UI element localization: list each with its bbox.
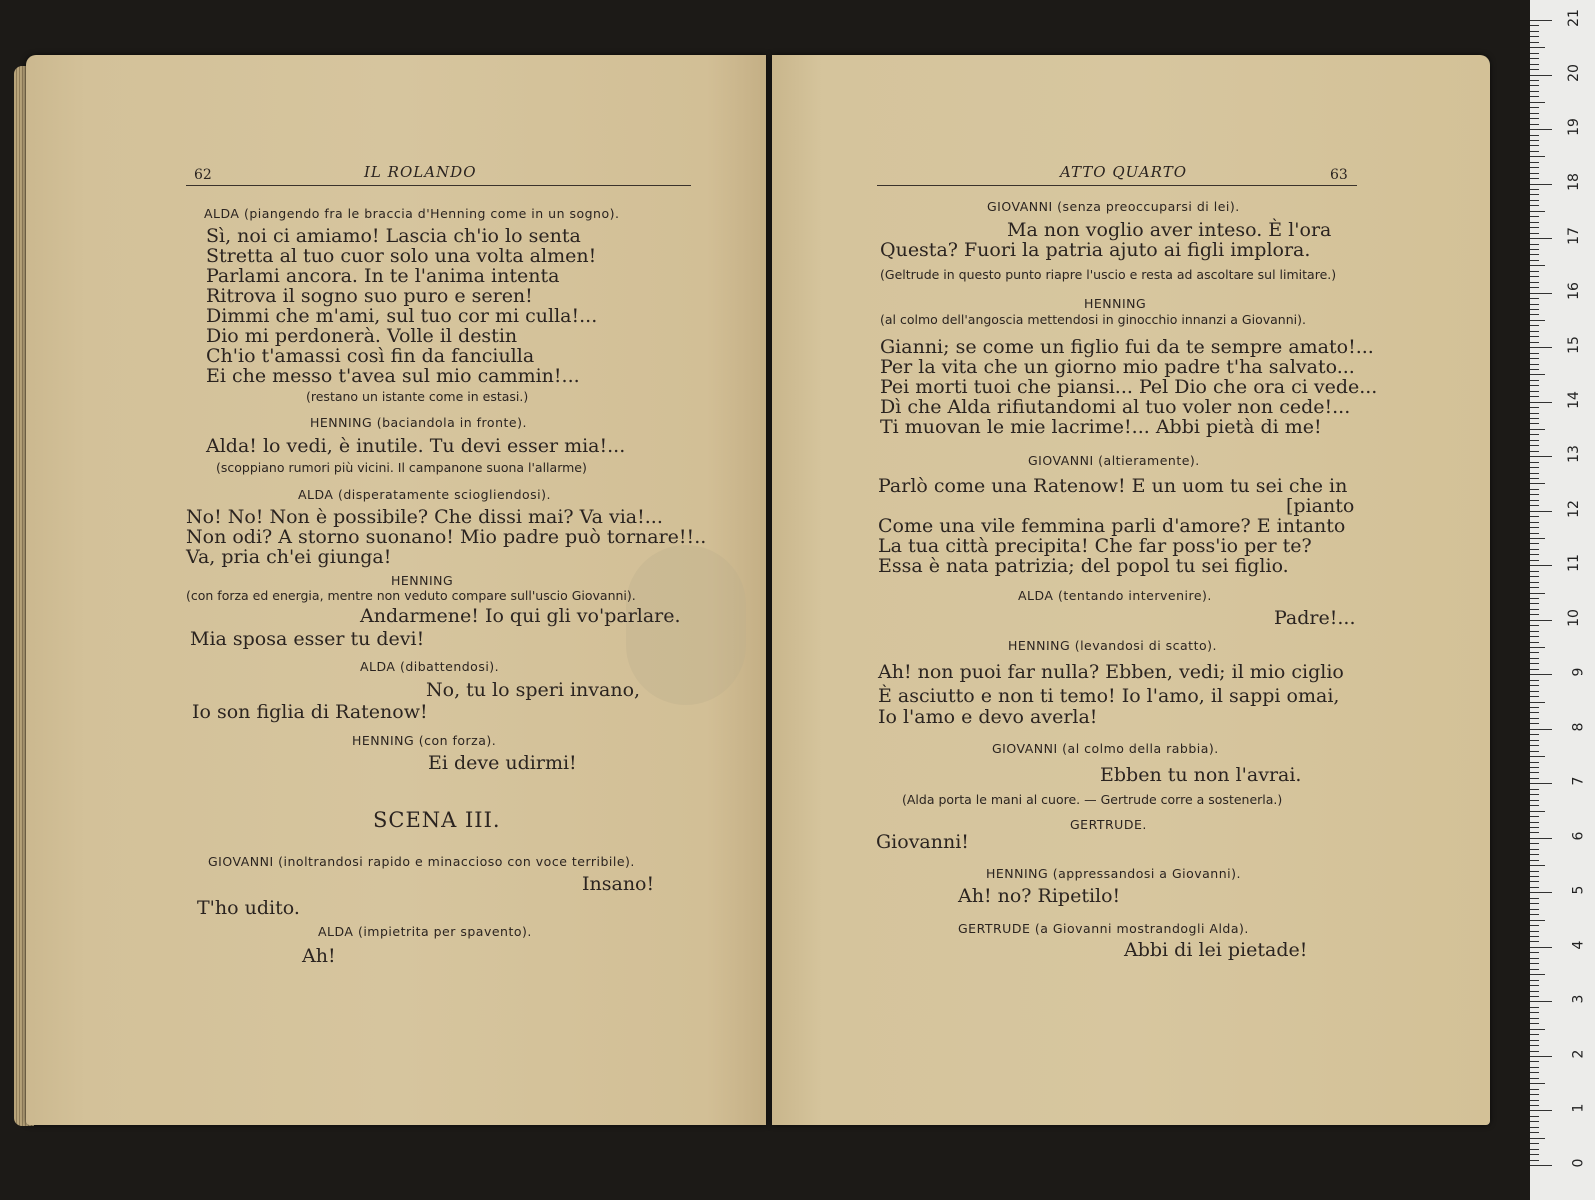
verse-line: Questa? Fuori la patria ajuto ai figli implora. [880,239,1311,261]
speaker-line: ALDA (disperatamente sciogliendosi). [298,487,551,502]
verse-line: Ritrova il sogno suo puro e seren! [206,285,533,307]
ruler-tick [1530,1051,1539,1052]
ruler-tick [1530,254,1539,255]
ruler-tick [1530,462,1539,463]
ruler-tick [1530,1083,1545,1084]
ruler-tick [1530,1121,1539,1122]
ruler-tick [1530,347,1552,348]
ruler-tick [1530,511,1552,512]
verse-line: Ei che messo t'avea sul mio cammin!... [206,365,580,387]
ruler-tick [1530,1094,1539,1095]
ruler-tick [1530,1078,1539,1079]
verse-line: Ma non voglio aver inteso. È l'ora [1007,219,1332,241]
ruler-tick [1530,129,1552,130]
verse-line: Ah! [302,945,336,967]
ruler-tick [1530,614,1539,615]
ruler-tick [1530,342,1539,343]
ruler-tick [1530,783,1552,784]
speaker-line: GERTRUDE. [1070,817,1147,832]
ruler-tick [1530,222,1539,223]
ruler-tick [1530,985,1539,986]
speaker-line: HENNING (levandosi di scatto). [1008,638,1217,653]
ruler-tick [1530,287,1539,288]
ruler-tick [1530,811,1545,812]
ruler-tick [1530,652,1539,653]
left-page [26,55,766,1125]
verse-line: Non odi? A storno suonano! Mio padre può tornare!!.. [186,526,707,548]
ruler-tick [1530,941,1539,942]
ruler-tick [1530,25,1539,26]
verse-line: Ti muovan le mie lacrime!... Abbi pietà di me! [880,416,1322,438]
ruler-tick [1530,1072,1539,1073]
ruler-tick [1530,707,1539,708]
ruler-tick [1530,794,1539,795]
verse-line: Stretta al tuo cuor solo una volta almen! [206,245,597,267]
ruler-tick [1530,429,1545,430]
ruler-tick [1530,914,1539,915]
ruler-tick [1530,151,1539,152]
ruler-tick [1530,353,1539,354]
ruler-tick [1530,184,1552,185]
ruler-tick [1530,369,1539,370]
ruler-tick [1530,587,1539,588]
ruler-tick [1530,473,1539,474]
ruler-tick [1530,1105,1539,1106]
stage-direction: (con forza ed energia, mentre non veduto compare sull'uscio Giovanni). [186,588,636,603]
verse-line: Essa è nata patrizia; del popol tu sei figlio. [878,555,1289,577]
ruler-tick [1530,265,1545,266]
speaker-line: HENNING [1084,296,1147,311]
speaker-line: ALDA (dibattendosi). [360,659,500,674]
ruler-tick [1530,113,1539,114]
ruler-tick [1530,778,1539,779]
ruler-tick [1530,767,1539,768]
ruler-tick [1530,64,1539,65]
verse-line: T'ho udito. [197,897,300,919]
ruler-tick [1530,843,1539,844]
ruler-tick [1530,1089,1539,1090]
ruler-tick [1530,1001,1552,1002]
verse-line: Dì che Alda rifiutandomi al tuo voler non cede!... [880,396,1351,418]
ruler-tick [1530,440,1539,441]
ruler-tick [1530,124,1539,125]
ruler-tick [1530,145,1539,146]
ruler-tick [1530,822,1539,823]
ruler-tick [1530,336,1539,337]
verse-line: Sì, noi ci amiamo! Lascia ch'io lo senta [206,225,581,247]
ruler-tick [1530,1029,1545,1030]
ruler-tick [1530,920,1545,921]
ruler-tick [1530,483,1545,484]
ruler-tick [1530,832,1539,833]
ruler-tick [1530,118,1539,119]
ruler-tick [1530,952,1539,953]
measurement-ruler: 0 1 2 3 4 5 6 7 8 9 10 11 12 13 14 15 16 17 18 19 20 21 [1530,0,1595,1200]
ruler-tick [1530,543,1539,544]
ruler-tick [1530,876,1539,877]
stage-direction: (scoppiano rumori più vicini. Il campanone suona l'allarme) [216,460,587,475]
ruler-tick [1530,974,1545,975]
ruler-tick [1530,1100,1539,1101]
ruler-tick [1530,549,1539,550]
ruler-tick [1530,571,1539,572]
ruler-tick [1530,1132,1539,1133]
ruler-tick [1530,1110,1552,1111]
verse-line: Ah! no? Ripetilo! [958,885,1121,907]
ruler-tick [1530,751,1539,752]
ruler-tick [1530,522,1539,523]
ruler-tick [1530,478,1539,479]
ruler-tick [1530,1018,1539,1019]
ruler-tick [1530,80,1539,81]
ruler-tick [1530,565,1552,566]
verse-line: Parlami ancora. In te l'anima intenta [206,265,560,287]
ruler-tick [1530,407,1539,408]
ruler-tick [1530,233,1539,234]
ruler-tick [1530,380,1539,381]
ruler-tick [1530,1116,1539,1117]
ruler-tick [1530,1127,1539,1128]
ruler-tick [1530,631,1539,632]
ruler-tick [1530,527,1539,528]
ruler-tick [1530,402,1552,403]
ruler-tick [1530,1138,1545,1139]
speaker-line: GIOVANNI (al colmo della rabbia). [992,741,1219,756]
ruler-tick [1530,96,1539,97]
verse-line: Alda! lo vedi, è inutile. Tu devi esser mia!... [206,435,626,457]
ruler-tick [1530,445,1539,446]
ruler-tick [1530,969,1539,970]
ruler-tick [1530,860,1539,861]
ruler-tick [1530,331,1539,332]
ruler-tick [1530,538,1545,539]
ruler-tick [1530,36,1539,37]
ruler-tick [1530,533,1539,534]
ruler-tick [1530,500,1539,501]
verse-line: La tua città precipita! Che far poss'io per te? [878,535,1312,557]
speaker-line: ALDA (tentando intervenire). [1018,588,1212,603]
ruler-tick [1530,887,1539,888]
ruler-tick [1530,309,1539,310]
ruler-tick [1530,276,1539,277]
ruler-tick [1530,827,1539,828]
verse-line: È asciutto e non ti temo! Io l'amo, il sappi omai, [878,685,1340,707]
verse-line: Padre!... [1274,607,1356,629]
verse-line: Come una vile femmina parli d'amore? E intanto [878,515,1346,537]
verse-line: Mia sposa esser tu devi! [190,628,425,650]
ruler-tick [1530,1045,1539,1046]
ruler-tick [1530,925,1539,926]
ruler-tick [1530,647,1545,648]
ruler-tick [1530,391,1539,392]
ruler-tick [1530,772,1539,773]
ruler-tick [1530,702,1545,703]
ruler-tick [1530,194,1539,195]
ruler-tick [1530,603,1539,604]
ruler-tick [1530,364,1539,365]
ruler-tick [1530,980,1539,981]
ruler-tick [1530,42,1539,43]
ruler-tick [1530,582,1539,583]
ruler-tick [1530,1007,1539,1008]
ruler-tick [1530,625,1539,626]
ruler-tick [1530,260,1539,261]
ruler-tick [1530,723,1539,724]
ruler-tick [1530,293,1552,294]
ruler-tick [1530,674,1552,675]
ruler-tick [1530,135,1539,136]
ruler-tick [1530,909,1539,910]
ruler-tick [1530,740,1539,741]
ruler-tick [1530,162,1539,163]
ruler-tick [1530,1034,1539,1035]
ruler-tick [1530,69,1539,70]
ruler-tick [1530,800,1539,801]
verse-line: No, tu lo speri invano, [426,679,641,701]
ruler-tick [1530,434,1539,435]
ruler-tick [1530,1154,1539,1155]
ruler-tick [1530,865,1545,866]
ruler-tick [1530,1040,1539,1041]
verse-line: Pei morti tuoi che piansi... Pel Dio che ora ci vede... [880,376,1378,398]
ruler-tick [1530,691,1539,692]
ruler-tick [1530,680,1539,681]
ruler-tick [1530,516,1539,517]
speaker-line: ALDA (impietrita per spavento). [318,924,532,939]
ruler-tick [1530,892,1552,893]
ruler-tick [1530,205,1539,206]
verse-line: Per la vita che un giorno mio padre t'ha salvato... [880,356,1355,378]
verse-line: No! No! Non è possibile? Che dissi mai? Va via!... [186,506,663,528]
verse-line: Giovanni! [876,831,969,853]
ruler-tick [1530,947,1552,948]
ruler-tick [1530,1143,1539,1144]
speaker-line: HENNING [391,573,454,588]
speaker-line: GERTRUDE (a Giovanni mostrandogli Alda). [958,921,1249,936]
ruler-tick [1530,505,1539,506]
ruler-tick [1530,156,1545,157]
stage-direction: (Geltrude in questo punto riapre l'uscio e resta ad ascoltare sul limitare.) [880,267,1337,282]
ruler-tick [1530,91,1539,92]
ruler-tick [1530,244,1539,245]
ruler-tick [1530,734,1539,735]
ruler-tick [1530,489,1539,490]
ruler-tick [1530,1012,1539,1013]
ruler-tick [1530,996,1539,997]
ruler-tick [1530,1056,1552,1057]
verse-line: Va, pria ch'ei giunga! [186,546,392,568]
ruler-tick [1530,238,1552,239]
ruler-tick [1530,663,1539,664]
ruler-tick [1530,304,1539,305]
ruler-tick [1530,593,1545,594]
ruler-tick [1530,696,1539,697]
ruler-tick [1530,1061,1539,1062]
ruler-tick [1530,140,1539,141]
ruler-tick [1530,609,1539,610]
ruler-tick [1530,1160,1539,1161]
ruler-tick [1530,1165,1552,1166]
verse-line: Ah! non puoi far nulla? Ebben, vedi; il mio ciglio [878,661,1344,683]
ruler-tick [1530,658,1539,659]
speaker-line: GIOVANNI (senza preoccuparsi di lei). [987,199,1240,214]
verse-line: Parlò come una Ratenow! E un uom tu sei che in [878,475,1348,497]
ruler-tick [1530,320,1545,321]
verse-line: Ebben tu non l'avrai. [1100,764,1302,786]
ruler-tick [1530,789,1539,790]
left-header-rule [186,185,691,186]
ruler-tick [1530,560,1539,561]
verse-line: Gianni; se come un figlio fui da te sempre amato!... [880,336,1374,358]
ruler-tick [1530,685,1539,686]
stage-direction: (al colmo dell'angoscia mettendosi in ginocchio innanzi a Giovanni). [880,312,1306,327]
ruler-tick [1530,903,1539,904]
ruler-tick [1530,227,1539,228]
speaker-line: HENNING (con forza). [352,733,497,748]
verse-line: [pianto [1286,495,1355,517]
speaker-line: ALDA (piangendo fra le braccia d'Henning come in un sogno). [204,206,620,221]
verse-line: Dimmi che m'ami, sul tuo cor mi culla!... [206,305,598,327]
ruler-tick [1530,189,1539,190]
ruler-tick [1530,167,1539,168]
speaker-line: HENNING (baciandola in fronte). [310,415,527,430]
right-page-number: 63 [1330,167,1348,183]
ruler-tick [1530,396,1539,397]
ruler-tick [1530,871,1539,872]
ruler-tick [1530,838,1552,839]
ruler-tick [1530,216,1539,217]
ruler-tick [1530,298,1539,299]
ruler-tick [1530,718,1539,719]
ruler-tick [1530,669,1539,670]
ruler-tick [1530,745,1539,746]
stage-direction: (Alda porta le mani al cuore. — Gertrude corre a sostenerla.) [902,792,1283,807]
ruler-tick [1530,58,1539,59]
right-running-head: ATTO QUARTO [1060,163,1188,181]
ruler-tick [1530,931,1539,932]
ruler-tick [1530,85,1539,86]
ruler-tick [1530,451,1539,452]
ruler-tick [1530,963,1539,964]
verse-line: Io l'amo e devo averla! [878,706,1098,728]
ruler-tick [1530,75,1552,76]
speaker-line: GIOVANNI (altieramente). [1028,453,1200,468]
ruler-tick [1530,762,1539,763]
speaker-line: GIOVANNI (inoltrandosi rapido e minaccioso con voce terribile). [208,854,635,869]
ruler-tick [1530,107,1539,108]
ruler-tick [1530,374,1545,375]
ruler-tick [1530,418,1539,419]
ruler-tick [1530,413,1539,414]
verse-line: Io son figlia di Ratenow! [192,701,428,723]
ruler-tick [1530,1023,1539,1024]
ruler-tick [1530,554,1539,555]
verse-line: Abbi di lei pietade! [1124,939,1308,961]
verse-line: Dio mi perdonerà. Volle il destin [206,325,518,347]
ruler-tick [1530,620,1552,621]
ruler-tick [1530,494,1539,495]
ruler-tick [1530,756,1545,757]
ruler-tick [1530,936,1539,937]
ruler-tick [1530,358,1539,359]
ruler-tick [1530,881,1539,882]
ruler-tick [1530,102,1545,103]
left-page-number: 62 [194,167,212,183]
ruler-tick [1530,47,1545,48]
ruler-tick [1530,211,1545,212]
scene-heading: SCENA III. [373,808,501,832]
ruler-tick [1530,712,1539,713]
ruler-tick [1530,20,1552,21]
verse-line: Ch'io t'amassi così fin da fanciulla [206,345,535,367]
ruler-tick [1530,325,1539,326]
ruler-tick [1530,958,1539,959]
verse-line: Insano! [582,873,655,895]
verse-line: Andarmene! Io qui gli vo'parlare. [360,605,681,627]
ruler-tick [1530,53,1539,54]
ruler-tick [1530,898,1539,899]
ruler-tick [1530,271,1539,272]
ruler-tick [1530,598,1539,599]
ruler-tick [1530,173,1539,174]
ruler-tick [1530,1149,1539,1150]
ruler-tick [1530,1067,1539,1068]
ruler-tick [1530,249,1539,250]
stage-direction: (restano un istante come in estasi.) [306,389,529,404]
ruler-tick [1530,423,1539,424]
ruler-tick [1530,385,1539,386]
ruler-tick [1530,729,1552,730]
ruler-tick [1530,178,1539,179]
ruler-tick [1530,200,1539,201]
ruler-tick [1530,805,1539,806]
left-running-head: IL ROLANDO [364,163,477,181]
ruler-tick [1530,991,1539,992]
ruler-tick [1530,31,1539,32]
ruler-tick [1530,456,1552,457]
ruler-tick [1530,854,1539,855]
ruler-tick [1530,849,1539,850]
ruler-tick [1530,636,1539,637]
ruler-tick [1530,576,1539,577]
ruler-tick [1530,642,1539,643]
speaker-line: HENNING (appressandosi a Giovanni). [986,866,1241,881]
right-header-rule [877,185,1357,186]
ruler-tick [1530,816,1539,817]
right-page [772,55,1490,1125]
ruler-tick [1530,314,1539,315]
ruler-tick [1530,467,1539,468]
ruler-tick [1530,282,1539,283]
verse-line: Ei deve udirmi! [428,752,577,774]
